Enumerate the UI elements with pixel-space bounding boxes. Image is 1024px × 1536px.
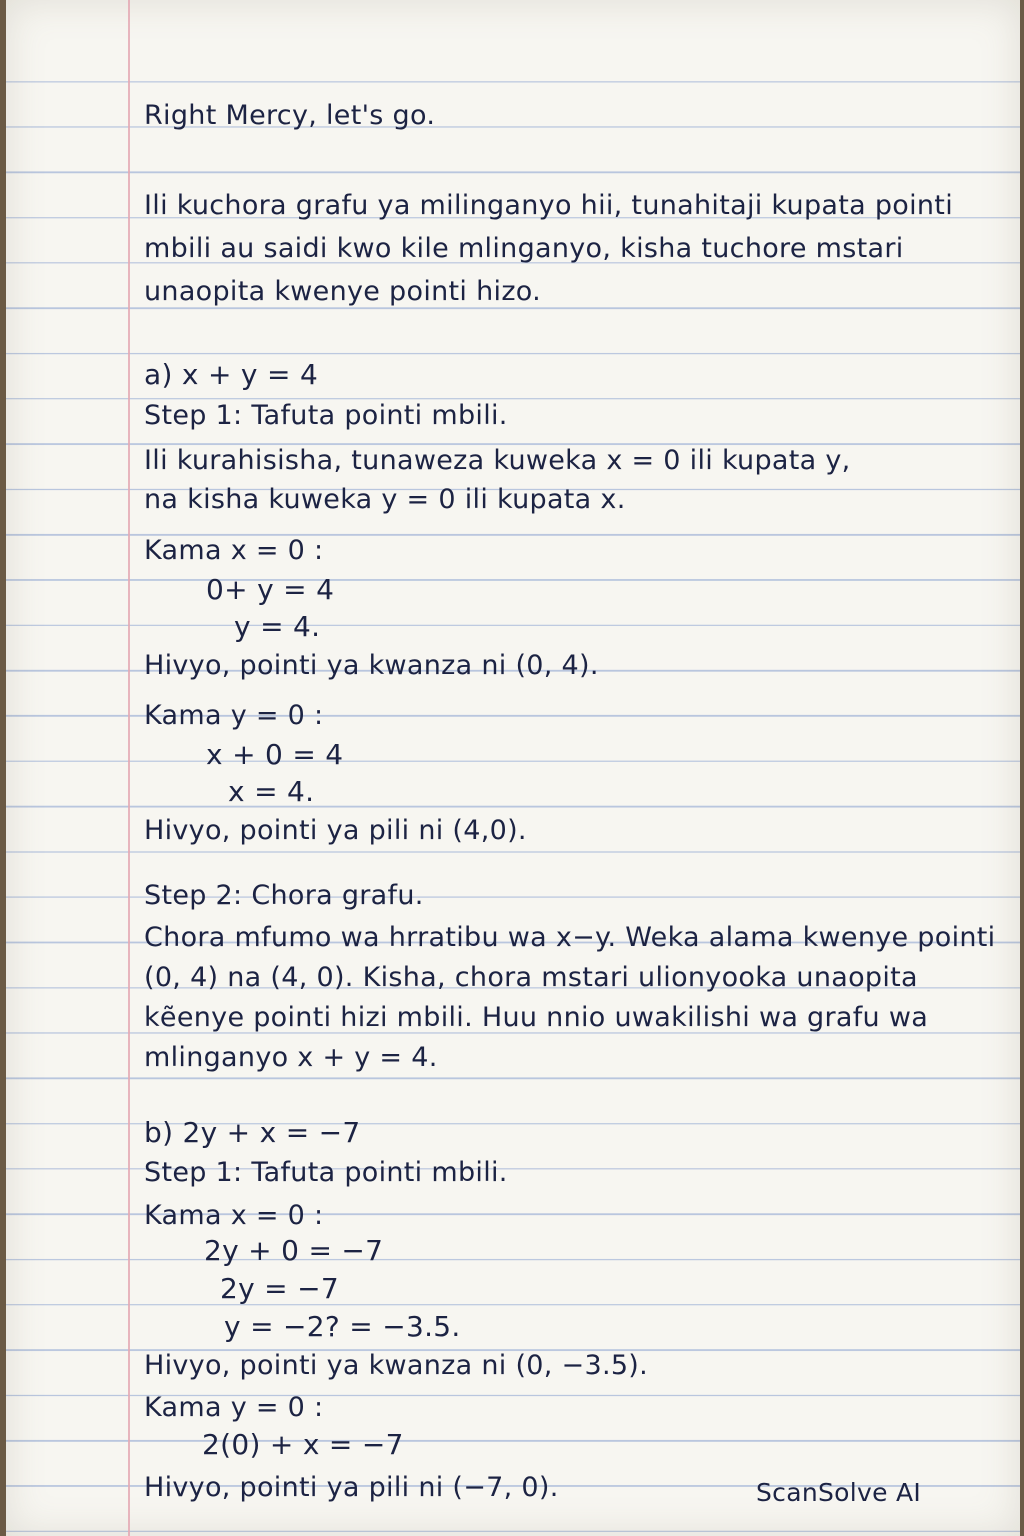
part-a-case2-label: Kama y = 0 : [144,700,324,731]
part-a-case1-eq1: 0+ y = 4 [206,573,335,606]
part-a-step2-line-2: (0, 4) na (4, 0). Kisha, chora mstari ulionyooka unaopita [144,962,918,993]
part-b-case1-eq3: y = −2? = −3.5. [224,1310,461,1343]
part-b-case1-eq2: 2y = −7 [220,1272,340,1305]
part-a-step2-line-4: mlinganyo x + y = 4. [144,1042,438,1073]
part-a-case2-eq1: x + 0 = 4 [206,738,344,771]
intro-line-2: mbili au saidi kwo kile mlinganyo, kisha tuchore mstari [144,233,904,264]
watermark: ScanSolve AI [756,1478,922,1507]
part-b-case1-result: Hivyo, pointi ya kwanza ni (0, −3.5). [144,1350,649,1381]
part-b-case1-label: Kama x = 0 : [144,1200,324,1231]
part-a-case1-result: Hivyo, pointi ya kwanza ni (0, 4). [144,650,599,681]
intro-line-3: unaopita kwenye pointi hizo. [144,276,542,307]
part-a-case2-result: Hivyo, pointi ya pili ni (4,0). [144,815,527,846]
part-a-case1-eq2: y = 4. [234,610,321,643]
part-a-case2-eq2: x = 4. [228,775,315,808]
part-a-step1-title: Step 1: Tafuta pointi mbili. [144,400,508,431]
intro-line-1: Ili kuchora grafu ya milinganyo hii, tunahitaji kupata pointi [144,190,953,221]
part-b-case2-eq1: 2(0) + x = −7 [202,1428,404,1461]
notebook-page [6,0,1020,1536]
part-a-step2-title: Step 2: Chora grafu. [144,880,424,911]
part-a-step2-line-1: Chora mfumo wa hrratibu wa x−y. Weka alama kwenye pointi [144,922,996,953]
part-a-heading: a) x + y = 4 [144,358,319,391]
margin-line [128,0,130,1536]
part-b-case1-eq1: 2y + 0 = −7 [204,1234,384,1267]
greeting: Right Mercy, let's go. [144,100,436,131]
part-b-case2-result: Hivyo, pointi ya pili ni (−7, 0). [144,1472,559,1503]
part-a-case1-label: Kama x = 0 : [144,535,324,566]
part-a-step1-line-2: na kisha kuweka y = 0 ili kupata x. [144,484,626,515]
part-a-step1-line-1: Ili kurahisisha, tunaweza kuweka x = 0 ili kupata y, [144,445,851,476]
part-b-case2-label: Kama y = 0 : [144,1392,324,1423]
part-b-step1-title: Step 1: Tafuta pointi mbili. [144,1157,508,1188]
part-a-step2-line-3: kẽenye pointi hizi mbili. Huu nnio uwakilishi wa grafu wa [144,1002,929,1033]
part-b-heading: b) 2y + x = −7 [144,1116,361,1149]
